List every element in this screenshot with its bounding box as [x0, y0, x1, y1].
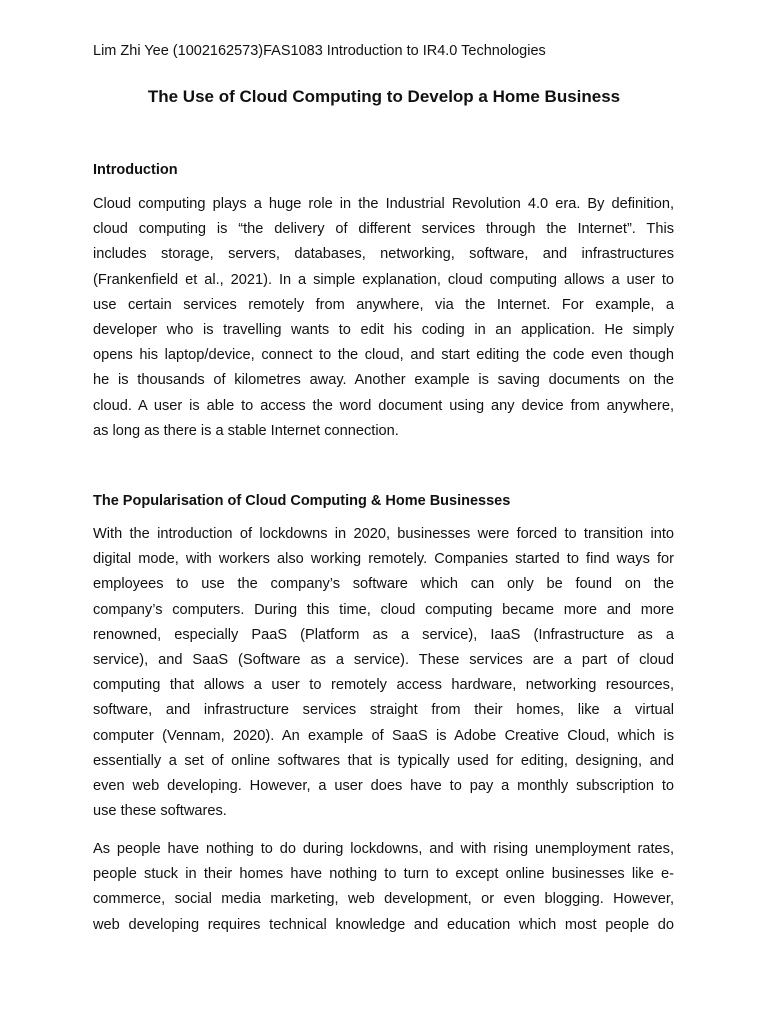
paragraph-line: software, and infrastructure services straight from their homes, like a virtual — [93, 702, 674, 719]
paragraph-line: digital mode, with workers also working remotely. Companies started to find ways for — [93, 551, 674, 568]
paragraph-line: computing that allows a user to remotely access hardware, networking resources, — [93, 677, 674, 694]
paragraph-popularisation-1 — [93, 522, 674, 824]
paragraph-line: cloud computing is “the delivery of different services through the Internet”. This — [93, 221, 674, 238]
paragraph-line: he is thousands of kilometres away. Another example is saving documents on the — [93, 372, 674, 389]
paragraph-line: As people have nothing to do during lockdowns, and with rising unemployment rates, — [93, 841, 674, 857]
section-heading-introduction: Introduction — [93, 162, 178, 178]
paragraph-line: essentially a set of online softwares that is typically used for editing, designing, and — [93, 752, 674, 769]
document-title: The Use of Cloud Computing to Develop a Home Business — [147, 87, 621, 106]
paragraph-line: Cloud computing plays a huge role in the Industrial Revolution 4.0 era. By definition, — [93, 196, 674, 212]
paragraph-line: With the introduction of lockdowns in 2020, businesses were forced to transition into — [93, 526, 674, 542]
paragraph-line: company’s computers. During this time, cloud computing became more and more — [93, 601, 674, 618]
paragraph-line: use these softwares. — [93, 803, 227, 820]
section-heading-popularisation: The Popularisation of Cloud Computing & Home Businesses — [93, 493, 511, 509]
paragraph-line: commerce, social media marketing, web development, or even blogging. However, — [93, 891, 674, 908]
paragraph-popularisation-2 — [93, 837, 674, 938]
paragraph-line: opens his laptop/device, connect to the cloud, and start editing the code even though — [93, 347, 674, 364]
paragraph-line: cloud. A user is able to access the word document using any device from anywhere, — [93, 397, 674, 414]
paragraph-line: service), and SaaS (Software as a service). These services are a part of cloud — [93, 652, 674, 669]
paragraph-line: even web developing. However, a user does have to pay a monthly subscription to — [93, 778, 674, 795]
paragraph-line: includes storage, servers, databases, networking, software, and infrastructures — [93, 246, 674, 263]
paragraph-line: use certain services remotely from anywhere, via the Internet. For example, a — [93, 296, 674, 313]
paragraph-line: (Frankenfield et al., 2021). In a simple explanation, cloud computing allows a user to — [93, 271, 674, 288]
document-header: Lim Zhi Yee (1002162573)FAS1083 Introduction to IR4.0 Technologies — [93, 43, 546, 59]
paragraph-line: renowned, especially PaaS (Platform as a service), IaaS (Infrastructure as a — [93, 626, 674, 643]
paragraph-introduction — [93, 192, 674, 444]
paragraph-line: computer (Vennam, 2020). An example of SaaS is Adobe Creative Cloud, which is — [93, 727, 674, 744]
paragraph-line: web developing requires technical knowledge and education which most people do — [93, 916, 674, 933]
paragraph-line: developer who is travelling wants to edit his coding in an application. He simply — [93, 322, 674, 339]
paragraph-line: employees to use the company’s software which can only be found on the — [93, 576, 674, 593]
paragraph-line: as long as there is a stable Internet connection. — [93, 422, 399, 439]
paragraph-line: people stuck in their homes have nothing to turn to except online businesses like e- — [93, 866, 674, 883]
